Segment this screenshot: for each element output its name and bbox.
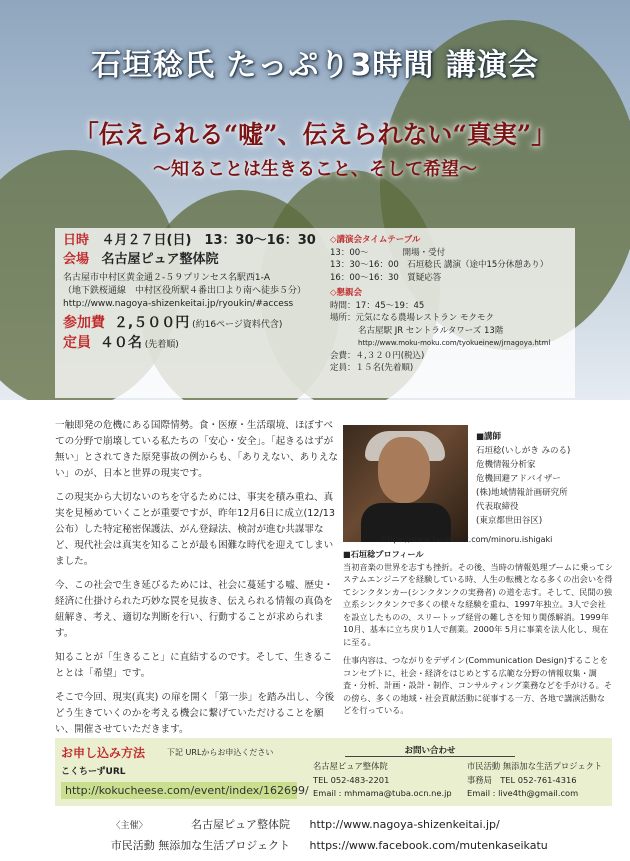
apply-title: お申し込み方法 bbox=[61, 746, 146, 760]
contact-email[interactable]: Email : mhmama@tuba.ocn.ne.jp bbox=[313, 788, 452, 798]
contact-heading: お問い合わせ bbox=[345, 744, 515, 757]
profile-paragraph: 当初音楽の世界を志すも挫折。その後、当時の情報処理ブームに乗ってシステムエンジニアを経験している時、人生の転機となる多くの出会いを得てシンクタンカー(シンクタンクの実務者) の道を志す。そして、民間の独立系シンクタンクで多くの様々な経験を重ね、1997年独立。3人で会社を設立したものの、スリートップ経営の難しさを知り関係解消。1999年10月、基本に立ち戻り1人で創業。2000年 5月に事業を法人化し、現在に至る。 bbox=[343, 561, 613, 647]
fee-value: ２,５００円 bbox=[113, 315, 190, 331]
contact-line: TEL 052-483-2201 bbox=[313, 774, 390, 785]
profile-paragraph: 仕事内容は、つながりをデザイン(Communication Design)することをコンセプトに、社会・経済をはじめとする広範な分野の情報収集・調査・分析、計画・設計・制作、コンサルティング業務などを手がける。その傍ら、多くの地域・社会貢献活動に従事する一方、各地で講演活動などを行っている。 bbox=[343, 655, 612, 715]
organizer-name: 名古屋ピュア整体院 bbox=[191, 818, 290, 831]
kokucheese-label: こくちーずURL bbox=[61, 767, 126, 777]
venue-address: 名古屋市中村区黄金通２-５９プリンセス名駅西1-A bbox=[63, 273, 271, 283]
party-heading: ◇懇親会 bbox=[330, 288, 363, 298]
lecturer-role: 危機情報分析家 bbox=[476, 460, 536, 470]
venue-label: 会場 bbox=[63, 252, 90, 267]
lecturer-facebook-link[interactable]: https://www.facebook.com/minoru.ishigaki bbox=[382, 535, 553, 544]
event-details bbox=[63, 234, 343, 352]
capacity-label: 定員 bbox=[63, 335, 91, 351]
organizer-footer bbox=[80, 815, 620, 855]
venue-url[interactable]: http://www.nagoya-shizenkeitai.jp/ryoukin/#access bbox=[63, 299, 294, 309]
contact-clinic bbox=[313, 760, 453, 801]
apply-url-link[interactable]: http://kokucheese.com/event/index/162699/ bbox=[61, 782, 297, 799]
tagline: 〜知ることは生きること、そして希望〜 bbox=[153, 159, 477, 180]
lecturer-info bbox=[476, 430, 616, 528]
lecturer-heading: ■講師 bbox=[476, 432, 502, 442]
headline: 「伝えられる“嘘”、伝えられない“真実”」 bbox=[73, 120, 557, 149]
lecturer-photo bbox=[343, 425, 468, 542]
timetable-row: 13：00〜 開場・受付 bbox=[330, 247, 446, 258]
event-info-box bbox=[55, 228, 575, 398]
lecturer-profile bbox=[343, 548, 613, 723]
contact-project bbox=[467, 760, 617, 801]
venue-name: 名古屋ピュア整体院 bbox=[101, 252, 219, 267]
body-paragraph: 今、この社会で生き延びるためには、社会に蔓延する嘘、歴史・経済に仕掛けられた巧妙な罠を見抜き、伝えられる情報の真偽を紐解き、考え、適切な判断を行い、行動することが求められます。 bbox=[55, 580, 334, 639]
profile-heading: ■石垣稔プロフィール bbox=[343, 549, 424, 559]
lecturer-role: (東京都世田谷区) bbox=[476, 516, 543, 526]
lecturer-role: (株)地域情報計画研究所 bbox=[476, 488, 568, 498]
date-label: 日時 bbox=[63, 233, 90, 248]
photo-face bbox=[378, 437, 430, 503]
party-place: 場所：元気になる農場レストラン モクモク bbox=[330, 313, 494, 323]
apply-note: 下記 URLからお申込ください bbox=[167, 748, 274, 757]
main-body-text bbox=[55, 418, 340, 746]
fee-label: 参加費 bbox=[63, 315, 105, 331]
timetable-row: 16：00〜16：30 質疑応答 bbox=[330, 272, 442, 283]
page-title: 石垣稔氏 たっぷり3時間 講演会 bbox=[91, 48, 539, 83]
lecturer-role: 危機回避アドバイザー bbox=[476, 474, 561, 484]
body-paragraph: この現実から大切ないのちを守るためには、事実を積み重ね、真実を見極めていくことが重要ですが、昨年12月6日に成立(12/13 公布）した特定秘密保護法、がん登録法、検討が進む共謀罪など、現代社会は真実を知ることが最も困難な時代を迎えてしまいました。 bbox=[55, 492, 335, 567]
organizer-url[interactable]: https://www.facebook.com/mutenkaseikatu bbox=[309, 839, 548, 852]
capacity-value: ４０名 bbox=[99, 335, 142, 351]
party-url[interactable]: http://www.moku-moku.com/tyokueinew/jrnagoya.html bbox=[358, 339, 551, 347]
organizer-label: 〈主催〉 bbox=[111, 821, 148, 831]
timetable-heading: ◇講演会タイムテーブル bbox=[330, 235, 421, 245]
body-paragraph: 一触即発の危機にある国際情勢。食・医療・生活環境、ほぼすべての分野で崩壊している私たちの「安心・安全」。「起きるはずが無い」とされてきた原発事故の例からも、「ありえない、ありえない」のが、日本と世界の現実です。 bbox=[55, 420, 339, 479]
party-place-detail: 名古屋駅 JR セントラルタワーズ 13階 bbox=[358, 325, 504, 336]
capacity-note: (先着順) bbox=[144, 340, 179, 350]
contact-line: 市民活動 無添加な生活プロジェクト bbox=[467, 761, 603, 771]
lecturer-role: 代表取締役 bbox=[476, 502, 519, 512]
party-time: 時間：17：45〜19：45 bbox=[330, 300, 425, 311]
timetable-and-party bbox=[330, 234, 575, 375]
party-fee: 会費：４,３２０円(税込) bbox=[330, 350, 425, 361]
body-paragraph: そこで今回、現実(真実) の扉を開く「第一歩」を踏み出し、今後どう生きていくのかを考える機会に繋げていただけることを願い、開催させていただきます。 bbox=[55, 692, 335, 735]
application-box bbox=[55, 738, 612, 806]
body-paragraph: 知ることが「生きること」に直結するのです。そして、生きることとは「希望」です。 bbox=[55, 652, 333, 679]
lecturer-name: 石垣稔(いしがき みのる) bbox=[476, 446, 571, 456]
timetable-row: 13：30〜16：00 石垣稔氏 講演（途中15分休憩あり） bbox=[330, 260, 549, 270]
party-capacity: 定員：１５名(先着順) bbox=[330, 363, 414, 373]
organizer-url[interactable]: http://www.nagoya-shizenkeitai.jp/ bbox=[309, 818, 500, 831]
event-date: ４月２７日(日) 13：30〜16：30 bbox=[101, 233, 316, 248]
organizer-name: 市民活動 無添加な生活プロジェクト bbox=[110, 839, 290, 852]
contact-email[interactable]: Email : live4th@gmail.com bbox=[467, 788, 579, 798]
contact-line: 事務局 TEL 052-761-4316 bbox=[467, 774, 577, 785]
fee-note: (約16ページ資料代含) bbox=[192, 320, 283, 330]
venue-access: （地下鉄桜通線 中村区役所駅４番出口より南へ徒歩５分） bbox=[63, 286, 307, 296]
contact-line: 名古屋ピュア整体院 bbox=[313, 761, 388, 771]
